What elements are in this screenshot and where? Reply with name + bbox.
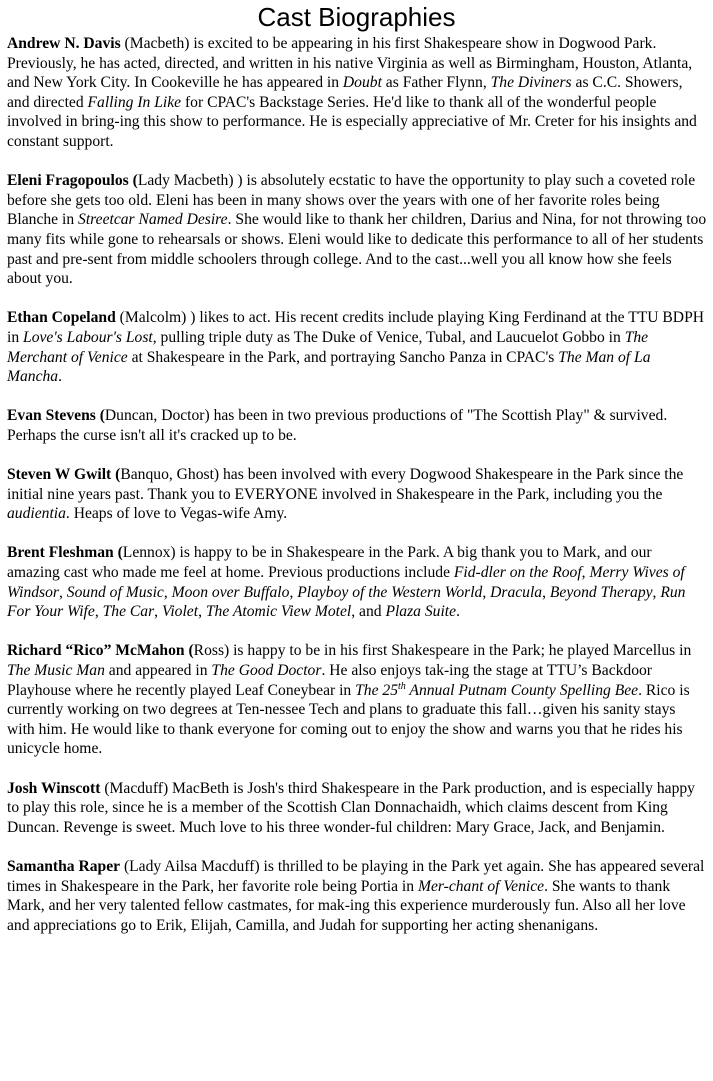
bio-text: Banquo, Ghost) has been involved with every Dogwood Shakespeare in the Park since the initial nine years past. Thank you to EVERYONE involved in Shakespeare in the Park, including you the xyxy=(7,466,684,503)
bio-text: , xyxy=(59,583,67,601)
italic-title-text: Fid-dler on the Roof xyxy=(453,564,582,582)
italic-title-text: Falling In Like xyxy=(87,93,182,111)
cast-bio xyxy=(7,857,707,935)
italic-title-text: The Atomic View Motel xyxy=(205,603,352,621)
bio-text: , xyxy=(542,583,550,601)
italic-title-text: The Good Doctor xyxy=(211,662,322,679)
italic-title-text: Mer-chant of Venice xyxy=(417,877,545,895)
bio-text: (Lady Ailsa Macduff) is thrilled to be playing in the Park yet again. She has appeared several times in Shakespeare in the Park, her favorite role being Portia in xyxy=(7,857,705,895)
italic-title-text: The Car xyxy=(102,603,155,621)
bio-text: . Rico is currently working on two degrees at Ten-nessee Tech and plans to graduate this fall…given his sanity stays with him. He would like to thank everyone for coming out to enjoy the show and warns you that he rides his unicycle home. xyxy=(7,681,690,758)
bio-text: . She wants to thank Mark, and her very talented fellow castmates, for mak-ing this experience murderously fun. Also all her love and appreciations go to Erik, Elijah, Camilla, and Judah for supporting her acting shenanigans. xyxy=(7,877,686,934)
italic-title-text: Moon over Buffalo xyxy=(171,583,290,601)
italic-title-text: Plaza Suite xyxy=(385,603,457,621)
cast-member-name: Ethan Copeland xyxy=(7,309,116,327)
bio-text: , xyxy=(289,583,298,601)
bio-text: , and xyxy=(351,603,386,621)
italic-title-text: The Merchant of Venice xyxy=(7,328,649,366)
cast-member-name: Evan Stevens ( xyxy=(7,407,105,425)
cast-member-name: Richard “Rico” McMahon ( xyxy=(7,642,194,660)
bio-text: as Father Flynn, xyxy=(381,74,491,92)
bio-text: Lady Macbeth) ) is absolutely ecstatic to have the opportunity to play such a coveted role before she gets too old. Eleni has been in many shows over the years with one of her favorite roles being Blanche in xyxy=(7,172,696,229)
cast-bio xyxy=(7,641,707,759)
cast-bio xyxy=(7,406,707,445)
bio-text: , xyxy=(482,583,491,601)
italic-title-text: Merry Wives of Windsor xyxy=(7,564,685,601)
italic-title-text: th xyxy=(398,680,406,692)
italic-title-text: Annual Putnam County Spelling Bee xyxy=(405,681,639,699)
cast-member-name: Steven W Gwilt ( xyxy=(7,466,121,484)
bio-text: , xyxy=(581,564,590,582)
bio-text: (Macduff) MacBeth is Josh's third Shakespeare in the Park production, and is especially happy to play this role, since he is a member of the Scottish Clan Donnachaidh, which claims descent from King Duncan. Revenge is sweet. Much love to his three wonder-ful children: Mary Grace, Jack, and Benjamin. xyxy=(7,779,695,836)
bio-text: . He also enjoys tak-ing the stage at TTU’s Backdoor Playhouse where he recently played Leaf Coneybear in xyxy=(7,662,653,699)
page-title: Cast Biographies xyxy=(257,2,456,32)
bio-text: , xyxy=(154,603,162,621)
italic-title-text: Beyond Therapy xyxy=(549,583,653,601)
bio-text: , xyxy=(163,583,172,601)
cast-member-name: Andrew N. Davis xyxy=(7,35,121,52)
cast-member-name: Eleni Fragopoulos ( xyxy=(7,172,138,190)
bio-text: . xyxy=(58,368,63,386)
bio-text: . She would like to thank her children, Darius and Nina, for not throwing too many fits while gone to rehearsals or shows. Eleni would like to dedicate this performance to all of her students past and pre-sent from middle schoolers through college. And to the cast...well you all know how she feels about you. xyxy=(7,211,707,288)
bio-text: , xyxy=(198,603,206,621)
italic-title-text: The Diviners xyxy=(490,74,572,92)
bio-text: and appeared in xyxy=(104,662,212,679)
bio-text: Duncan, Doctor) has been in two previous productions of "The Scottish Play" & survived. Perhaps the curse isn't all it's cracked up to be. xyxy=(7,407,668,444)
italic-title-text: Playboy of the Western World xyxy=(297,583,483,601)
cast-member-name: Samantha Raper xyxy=(7,857,121,875)
italic-title-text: Violet xyxy=(161,603,199,621)
bio-text: for CPAC's Backstage Series. He'd like to thank all of the wonderful people involved in bring-ing this show to performance. He is especially appreciative of Mr. Creter for his insights and constant support. xyxy=(7,93,697,150)
cast-member-name: Brent Fleshman ( xyxy=(7,544,123,562)
italic-title-text: Love's Labour's Lost xyxy=(23,328,153,346)
italic-title-text: Doubt xyxy=(342,74,382,92)
italic-title-text: The 25 xyxy=(355,681,399,699)
cast-bio xyxy=(7,308,707,386)
bio-text: at Shakespeare in the Park, and portraying Sancho Panza in CPAC's xyxy=(127,348,559,366)
italic-title-text: The Man of La Mancha xyxy=(7,348,651,386)
italic-title-text: Streetcar Named Desire xyxy=(78,211,228,229)
cast-bio xyxy=(7,779,707,838)
bio-text: Ross) is happy to be in his first Shakespeare in the Park; he played Marcellus in xyxy=(193,642,692,660)
bio-text: , pulling triple duty as The Duke of Venice, Tubal, and Laucuelot Gobbo in xyxy=(152,328,625,346)
bio-text: (Malcolm) ) likes to act. His recent credits include playing King Ferdinand at the TTU BDPH in xyxy=(7,309,705,346)
cast-bios-list xyxy=(7,34,707,955)
italic-title-text: Run For Your Wife xyxy=(7,583,686,621)
bio-text: , xyxy=(94,603,103,621)
bio-text: . xyxy=(456,603,460,621)
italic-title-text: Dracula xyxy=(490,583,543,601)
italic-title-text: The Music Man xyxy=(7,662,105,679)
cast-member-name: Josh Winscott xyxy=(7,779,101,797)
italic-title-text: audientia xyxy=(7,505,66,523)
cast-bio xyxy=(7,543,707,621)
cast-bio xyxy=(7,465,707,524)
cast-bio xyxy=(7,34,707,152)
bio-text: Lennox) is happy to be in Shakespeare in the Park. A big thank you to Mark, and our amazing cast who made me feel at home. Previous productions include xyxy=(7,544,652,582)
bio-text: , xyxy=(652,583,661,601)
bio-text: . Heaps of love to Vegas-wife Amy. xyxy=(65,505,288,523)
italic-title-text: Sound of Music xyxy=(66,583,164,601)
cast-bio xyxy=(7,171,707,289)
bio-text: (Macbeth) is excited to be appearing in his first Shakespeare show in Dogwood Park. Previously, he has acted, directed, and written in his native Virginia as well as Birmingham, Houston, Atlanta, and New York City. In Cookeville he has appeared in xyxy=(7,35,693,92)
bio-text: as C.C. Showers, and directed xyxy=(7,74,683,111)
